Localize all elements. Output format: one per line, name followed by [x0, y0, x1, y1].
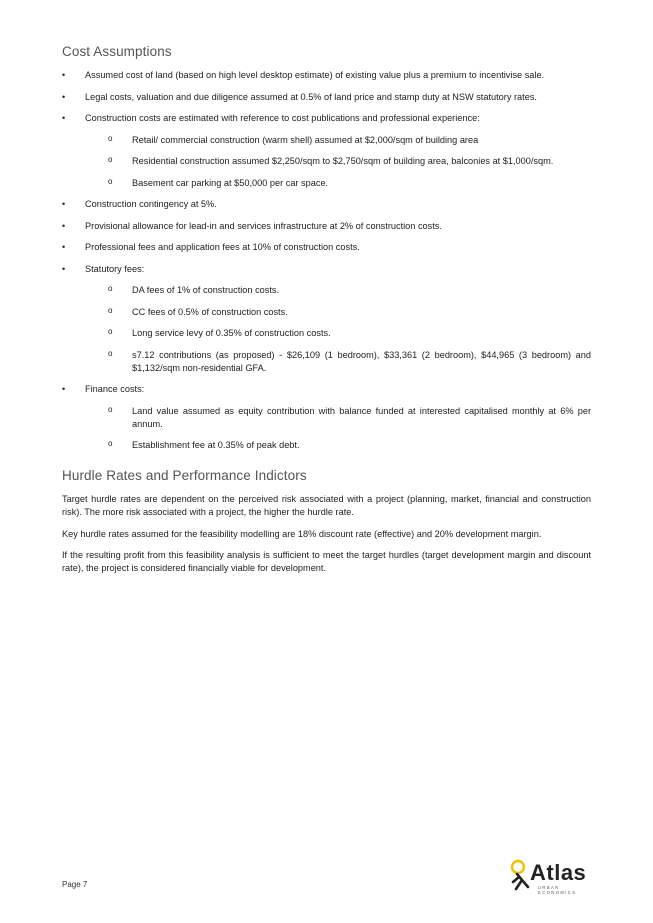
sub-list-item — [108, 349, 591, 375]
sub-list-item-text: s7.12 contributions (as proposed) - $26,109 (1 bedroom), $33,361 (2 bedroom), $44,965 (3 bedroom) and $1,132/sqm non-residential GFA. — [132, 349, 591, 373]
list-item — [62, 112, 591, 190]
list-item-text: Construction costs are estimated with reference to cost publications and professional experience: — [85, 113, 480, 123]
sub-bullet-icon: o — [108, 327, 113, 336]
sub-list-item — [108, 306, 591, 319]
list-item — [62, 241, 591, 254]
section-heading-hurdle-rates: Hurdle Rates and Performance Indictors — [62, 468, 307, 483]
sub-bullet-icon: o — [108, 404, 113, 414]
sub-bullet-icon: o — [108, 348, 113, 358]
atlas-logo — [508, 858, 594, 895]
sub-list-item-text: CC fees of 0.5% of construction costs. — [132, 306, 288, 317]
paragraph: Target hurdle rates are dependent on the perceived risk associated with a project (planning, market, financial and construction risk). The more risk associated with a project, the higher the hurdle rate. — [62, 494, 591, 517]
sub-list — [85, 134, 591, 190]
paragraph: If the resulting profit from this feasibility analysis is sufficient to meet the target hurdles (target development margin and discount rate), the project is considered financially viable for development. — [62, 550, 591, 573]
logo-tagline: URBAN ECONOMICS — [538, 885, 577, 895]
paragraph: Key hurdle rates assumed for the feasibility modelling are 18% discount rate (effective) and 20% development margin. — [62, 528, 542, 539]
atlas-figure-icon — [508, 858, 532, 892]
bullet-icon: • — [62, 220, 66, 231]
list-item-text: Legal costs, valuation and due diligence assumed at 0.5% of land price and stamp duty at NSW statutory rates. — [85, 91, 537, 102]
list-item-text: Finance costs: — [85, 384, 145, 394]
bullet-icon: • — [62, 199, 66, 209]
section-heading-cost-assumptions: Cost Assumptions — [62, 44, 172, 59]
sub-bullet-icon: o — [108, 155, 113, 164]
sub-list-item — [108, 284, 591, 297]
sub-list-item-text: Long service levy of 0.35% of construction costs. — [132, 328, 331, 338]
sub-list-item — [108, 134, 591, 147]
list-item — [62, 263, 591, 375]
sub-list-item — [108, 405, 591, 431]
list-item-text: Assumed cost of land (based on high level desktop estimate) of existing value plus a premium to incentivise sale. — [85, 70, 545, 80]
sub-list-item-text: Establishment fee at 0.35% of peak debt. — [132, 440, 300, 450]
bullet-icon: • — [62, 242, 66, 252]
list-item-text: Provisional allowance for lead-in and services infrastructure at 2% of construction costs. — [85, 220, 442, 231]
bullet-icon: • — [62, 263, 66, 274]
bullet-icon: • — [62, 384, 66, 394]
list-item-text: Construction contingency at 5%. — [85, 199, 217, 209]
sub-list — [85, 284, 591, 375]
sub-list-item — [108, 327, 591, 340]
sub-list-item-text: Basement car parking at $50,000 per car space. — [132, 177, 329, 188]
sub-bullet-icon: o — [108, 439, 113, 448]
sub-list-item — [108, 439, 591, 452]
sub-list-item — [108, 177, 591, 190]
sub-list-item-text: Land value assumed as equity contribution with balance funded at interested capitalised monthly at 6% per annum. — [132, 405, 591, 429]
sub-bullet-icon: o — [108, 305, 113, 315]
list-item-text: Statutory fees: — [85, 263, 145, 274]
bullet-icon: • — [62, 70, 66, 80]
sub-list-item-text: Retail/ commercial construction (warm shell) assumed at $2,000/sqm of building area — [132, 134, 479, 145]
page-content — [62, 44, 591, 584]
bullet-icon: • — [62, 113, 66, 123]
list-item — [62, 91, 591, 104]
sub-list-item-text: Residential construction assumed $2,250/sqm to $2,750/sqm of building area, balconies at $1,000/sqm. — [132, 156, 554, 166]
list-item — [62, 220, 591, 233]
list-item — [62, 198, 591, 211]
sub-list — [85, 405, 591, 453]
cost-assumptions-list — [62, 69, 591, 452]
sub-bullet-icon: o — [108, 176, 113, 186]
list-item — [62, 69, 591, 82]
list-item-text: Professional fees and application fees at 10% of construction costs. — [85, 242, 360, 252]
logo-wordmark: Atlas — [530, 860, 587, 885]
bullet-icon: • — [62, 91, 66, 102]
page-number: Page 7 — [62, 880, 88, 889]
sub-list-item — [108, 155, 591, 168]
sub-bullet-icon: o — [108, 284, 113, 293]
sub-list-item-text: DA fees of 1% of construction costs. — [132, 285, 280, 295]
sub-bullet-icon: o — [108, 133, 113, 143]
list-item — [62, 383, 591, 452]
